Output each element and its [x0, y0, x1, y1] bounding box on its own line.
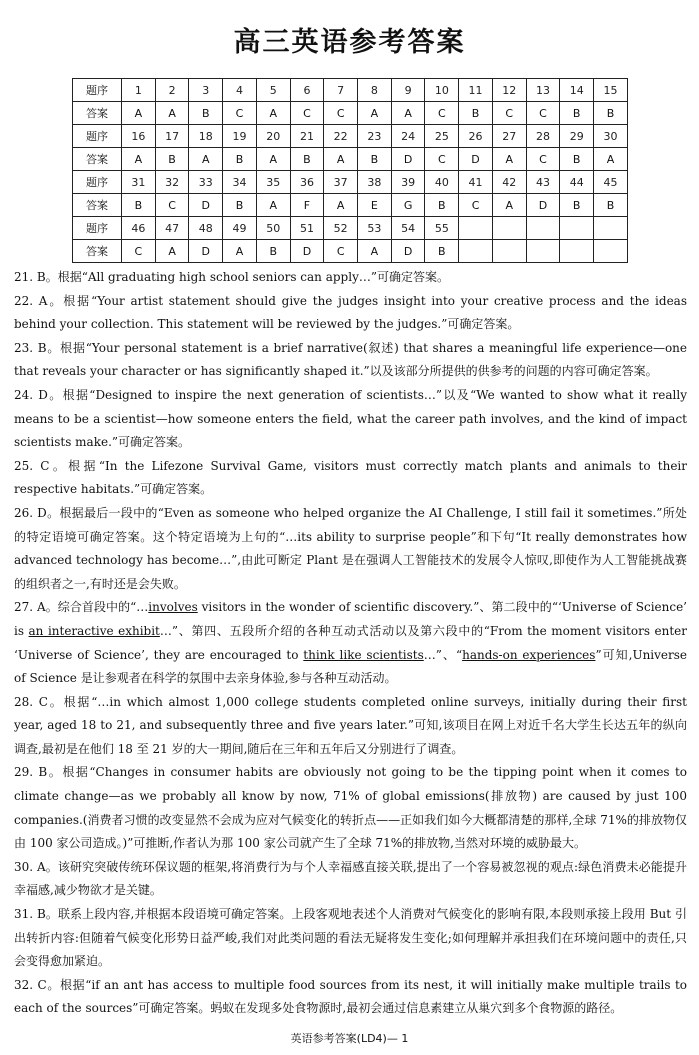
answer-cell: B	[425, 194, 459, 217]
question-number-cell: 21	[290, 125, 324, 148]
answer-cell: C	[324, 240, 358, 263]
answer-cell: B	[122, 194, 156, 217]
question-number-cell: 12	[492, 79, 526, 102]
question-number-cell: 54	[391, 217, 425, 240]
question-number-cell: 27	[492, 125, 526, 148]
question-number-cell: 50	[256, 217, 290, 240]
answer-cell: D	[526, 194, 560, 217]
answer-cell: C	[122, 240, 156, 263]
answer-cell: D	[189, 194, 223, 217]
question-number-cell: 4	[223, 79, 257, 102]
question-number-cell: 43	[526, 171, 560, 194]
row-header: 答案	[73, 240, 122, 263]
question-number-cell: 42	[492, 171, 526, 194]
question-number-cell: 44	[560, 171, 594, 194]
explanation-26: 26. D。根据最后一段中的“Even as someone who helped organize the AI Challenge, I still fail it sometimes.”所处的特定语境可确定答案。这个特定语境为上句的“…its ability to surprise people”和下句“It really demonstrates how advanced technology has become…”,由此可断定 Plant 是在强调人工智能技术的发展令人惊叹,即使作为人工智能挑战赛的组织者之一,有时还是会失败。	[14, 505, 687, 591]
answer-cell: A	[256, 102, 290, 125]
underlined-phrase: think like scientists	[303, 647, 424, 662]
explanation-28: 28. C。根据“…in which almost 1,000 college students completed online surveys, initially during their first year, aged 18 to 21, and subsequently three and five years later.”可知,该项目在网上对近千名大学生长达五年的纵向调查,最初是在他们 18 至 21 岁的大一期间,随后在三年和五年后又分别进行了调查。	[14, 694, 687, 756]
underlined-phrase: an interactive exhibit	[28, 623, 160, 638]
question-number-cell: 26	[459, 125, 493, 148]
question-number-cell: 30	[594, 125, 628, 148]
answer-cell: C	[155, 194, 189, 217]
answer-cell: A	[492, 148, 526, 171]
answer-cell: C	[526, 102, 560, 125]
explanations	[14, 266, 687, 1021]
question-number-cell: 48	[189, 217, 223, 240]
answer-cell: A	[492, 194, 526, 217]
answer-cell: B	[560, 102, 594, 125]
answer-cell: A	[324, 148, 358, 171]
answer-cell: E	[358, 194, 392, 217]
question-number-cell: 34	[223, 171, 257, 194]
answer-cell: B	[459, 102, 493, 125]
question-number-cell: 3	[189, 79, 223, 102]
answer-cell: B	[290, 148, 324, 171]
explanation-27-text: 27. A。综合首段中的“…	[14, 600, 149, 615]
question-number-cell: 55	[425, 217, 459, 240]
question-number-cell: 19	[223, 125, 257, 148]
question-number-cell: 16	[122, 125, 156, 148]
question-number-cell: 15	[594, 79, 628, 102]
question-row	[73, 125, 628, 148]
answer-cell: A	[155, 102, 189, 125]
answer-cell: C	[223, 102, 257, 125]
question-number-cell: 28	[526, 125, 560, 148]
row-header: 题序	[73, 79, 122, 102]
question-number-cell: 45	[594, 171, 628, 194]
answer-cell: C	[492, 102, 526, 125]
answer-cell: C	[290, 102, 324, 125]
row-header: 题序	[73, 217, 122, 240]
question-number-cell: 18	[189, 125, 223, 148]
row-header: 题序	[73, 125, 122, 148]
explanation-22: 22. A。根据“Your artist statement should give the judges insight into your creative process and the ideas behind your collection. This statement will be reviewed by the judges.”可确定答案。	[14, 293, 687, 332]
answer-cell: B	[256, 240, 290, 263]
question-number-cell: 41	[459, 171, 493, 194]
answer-cell: B	[223, 148, 257, 171]
underlined-phrase: hands-on experiences	[462, 647, 596, 662]
answer-cell: A	[122, 148, 156, 171]
question-number-cell: 22	[324, 125, 358, 148]
answer-cell: A	[122, 102, 156, 125]
answer-cell: D	[459, 148, 493, 171]
explanation-25: 25. C。根据“In the Lifezone Survival Game, visitors must correctly match plants and animals to their respective habitats.”可确定答案。	[14, 458, 687, 497]
answer-cell: D	[391, 240, 425, 263]
question-number-cell: 51	[290, 217, 324, 240]
explanation-24: 24. D。根据“Designed to inspire the next generation of scientists…”以及“We wanted to show what it really means to be a scientist—how someone enters the field, what the career path involves, and the kind of impact scientists make.”可确定答案。	[14, 387, 687, 450]
explanation-27-text: visitors in the wonder of scientific discovery.”、第二段中的“‘Universe of Science’ is	[14, 600, 687, 638]
answer-cell	[526, 240, 560, 263]
explanation-29: 29. B。根据“Changes in consumer habits are obviously not going to be the tipping point when it comes to climate change—as we probably all know by now, 71% of global emissions(排放物) are caused by just 100 companies.(消费者习惯的改变显然不会成为应对气候变化的转折点——正如我们如今大概都清楚的那样,全球 71%的排放物仅由 100 家公司造成。)”可推断,作者认为那 100 家公司就产生了全球 71%的排放物,当然对环境的威胁最大。	[14, 765, 687, 851]
question-number-cell: 47	[155, 217, 189, 240]
answer-cell: A	[189, 148, 223, 171]
answer-cell: B	[560, 148, 594, 171]
question-number-cell	[560, 217, 594, 240]
explanation-23: 23. B。根据“Your personal statement is a brief narrative(叙述) that shares a meaningful life experience—one that reveals your character or has significantly shaped it.”以及该部分所提供的供参考的问题的内容可确定答案。	[14, 340, 687, 379]
question-number-cell: 24	[391, 125, 425, 148]
question-number-cell: 10	[425, 79, 459, 102]
explanation-27	[14, 596, 687, 690]
question-number-cell: 13	[526, 79, 560, 102]
question-number-cell: 11	[459, 79, 493, 102]
page-title: 高三英语参考答案	[233, 27, 466, 58]
answer-table	[72, 78, 628, 263]
question-row	[73, 171, 628, 194]
question-number-cell: 38	[358, 171, 392, 194]
answer-cell: B	[358, 148, 392, 171]
question-number-cell: 40	[425, 171, 459, 194]
row-header: 答案	[73, 194, 122, 217]
question-number-cell: 8	[358, 79, 392, 102]
answer-cell: D	[189, 240, 223, 263]
answer-cell: A	[256, 148, 290, 171]
answer-cell: B	[223, 194, 257, 217]
question-number-cell	[594, 217, 628, 240]
answer-cell: A	[256, 194, 290, 217]
answer-row	[73, 102, 628, 125]
question-number-cell: 17	[155, 125, 189, 148]
explanation-27-text: ”可知,Universe of Science 是让参观者在科学的氛围中去亲身体验,参与各种互动活动。	[14, 647, 688, 686]
answer-cell	[459, 240, 493, 263]
question-number-cell	[492, 217, 526, 240]
question-number-cell	[459, 217, 493, 240]
answer-cell: B	[594, 102, 628, 125]
answer-cell	[560, 240, 594, 263]
answer-cell: D	[391, 148, 425, 171]
answer-cell	[594, 240, 628, 263]
row-header: 题序	[73, 171, 122, 194]
explanation-31: 31. B。联系上段内容,并根据本段语境可确定答案。上段客观地表述个人消费对气候变化的影响有限,本段则承接上段用 But 引出转折内容:但随着气候变化形势日益严峻,我们对此类问题的看法无疑将发生变化;如何理解并承担我们在环境问题中的责任,只会变得愈加紧迫。	[14, 907, 687, 969]
question-number-cell: 36	[290, 171, 324, 194]
question-number-cell: 33	[189, 171, 223, 194]
question-number-cell: 1	[122, 79, 156, 102]
answer-row	[73, 240, 628, 263]
question-number-cell: 52	[324, 217, 358, 240]
answer-cell: G	[391, 194, 425, 217]
answer-cell: B	[560, 194, 594, 217]
answer-cell: C	[324, 102, 358, 125]
answer-cell: D	[290, 240, 324, 263]
question-number-cell: 49	[223, 217, 257, 240]
question-number-cell: 20	[256, 125, 290, 148]
row-header: 答案	[73, 148, 122, 171]
answer-cell: B	[594, 194, 628, 217]
explanation-27-text: …”、“	[423, 647, 463, 662]
answer-cell: C	[425, 148, 459, 171]
question-number-cell: 2	[155, 79, 189, 102]
explanation-32: 32. C。根据“if an ant has access to multiple food sources from its nest, it will initially make multiple trails to each of the sources”可确定答案。蚂蚁在发现多处食物源时,最初会通过信息素建立从巢穴到多个食物源的路径。	[14, 977, 687, 1016]
answer-cell: A	[594, 148, 628, 171]
answer-cell: A	[391, 102, 425, 125]
underlined-phrase: involves	[148, 600, 198, 615]
question-row	[73, 79, 628, 102]
question-number-cell: 31	[122, 171, 156, 194]
answer-cell: A	[155, 240, 189, 263]
row-header: 答案	[73, 102, 122, 125]
answer-cell: A	[358, 240, 392, 263]
explanation-21: 21. B。根据“All graduating high school seniors can apply…”可确定答案。	[14, 270, 449, 284]
question-number-cell: 7	[324, 79, 358, 102]
question-number-cell: 6	[290, 79, 324, 102]
answer-cell: A	[324, 194, 358, 217]
answer-cell: F	[290, 194, 324, 217]
question-number-cell: 46	[122, 217, 156, 240]
answer-cell: A	[358, 102, 392, 125]
answer-row	[73, 194, 628, 217]
question-number-cell: 5	[256, 79, 290, 102]
answer-cell: C	[459, 194, 493, 217]
question-number-cell: 32	[155, 171, 189, 194]
question-number-cell	[526, 217, 560, 240]
answer-cell: B	[189, 102, 223, 125]
answer-cell: A	[223, 240, 257, 263]
question-number-cell: 39	[391, 171, 425, 194]
explanation-27-text: …”、第四、五段所介绍的各种互动式活动以及第六段中的“From the moment visitors enter ‘Universe of Science’, they are encouraged to	[14, 623, 688, 662]
question-number-cell: 14	[560, 79, 594, 102]
question-number-cell: 23	[358, 125, 392, 148]
answer-cell	[492, 240, 526, 263]
page-footer: 英语参考答案(LD4)— 1	[290, 1032, 409, 1045]
answer-cell: B	[155, 148, 189, 171]
answer-cell: C	[425, 102, 459, 125]
question-row	[73, 217, 628, 240]
answer-cell: B	[425, 240, 459, 263]
question-number-cell: 53	[358, 217, 392, 240]
question-number-cell: 35	[256, 171, 290, 194]
question-number-cell: 37	[324, 171, 358, 194]
question-number-cell: 25	[425, 125, 459, 148]
question-number-cell: 9	[391, 79, 425, 102]
question-number-cell: 29	[560, 125, 594, 148]
explanation-30: 30. A。该研究突破传统环保议题的框架,将消费行为与个人幸福感直接关联,提出了一个容易被忽视的观点:绿色消费未必能提升幸福感,减少物欲才是关键。	[14, 859, 687, 898]
answer-cell: C	[526, 148, 560, 171]
answer-row	[73, 148, 628, 171]
